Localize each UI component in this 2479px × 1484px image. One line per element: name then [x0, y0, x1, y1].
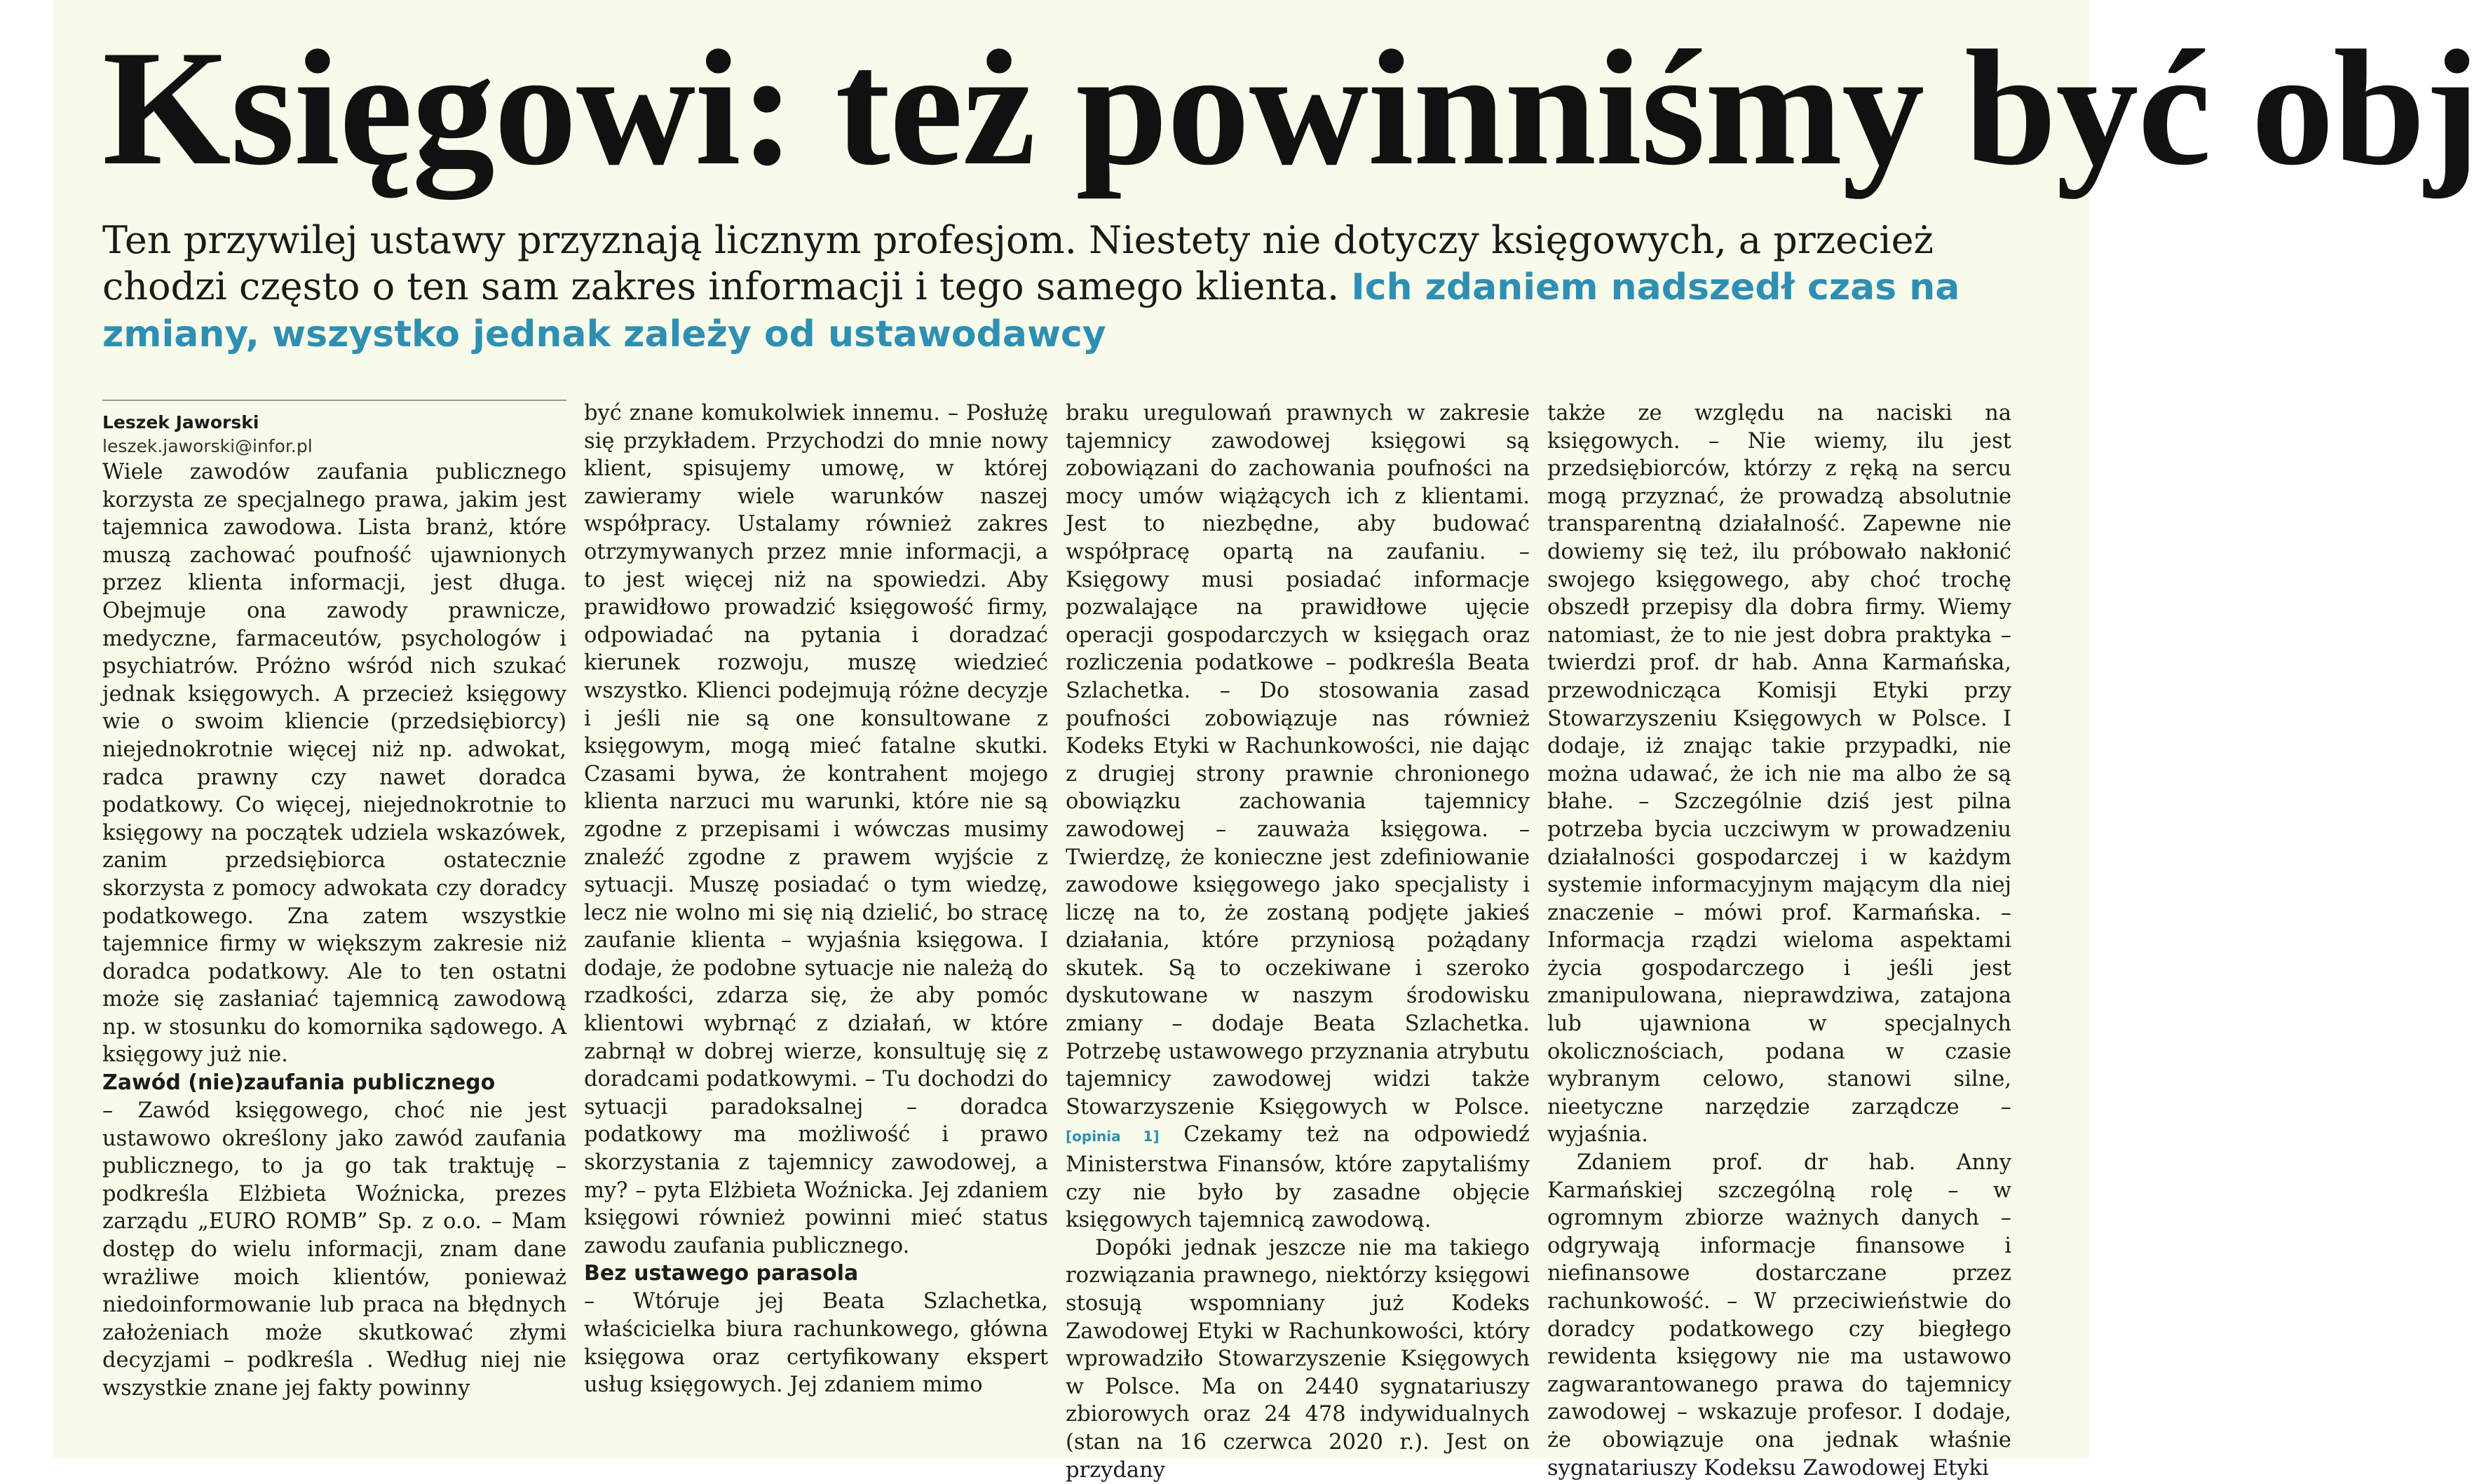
body-paragraph	[1066, 400, 1530, 1234]
section-subheading: Bez ustawego parasola	[584, 1261, 859, 1286]
column-2	[584, 400, 1048, 1458]
body-paragraph: – Wtóruje jej Beata Szlachetka, właścicielka biura rachunkowego, główna księgowa oraz certyfikowany ekspert usług księgowych. Jej zdaniem mimo	[584, 1289, 1048, 1398]
headline: Księgowi: też powinniśmy być obj	[102, 17, 2479, 200]
byline-divider	[102, 400, 566, 401]
author-name: Leszek Jaworski	[102, 412, 259, 433]
body-paragraph: Wiele zawodów zaufania publicznego korzysta ze specjalnego prawa, jakim jest tajemnica zawodowa. Lista branż, które muszą zachować poufność ujawnionych przez klienta informacji, jest długa. Obejmuje ona zawody prawnicze, medyczne, farmaceutów, psychologów i psychiatrów. Próżno wśród nich szukać jednak księgowych. A przecież księgowy wie o swoim kliencie (przedsiębiorcy) niejednokrotnie więcej niż np. adwokat, radca prawny czy nawet doradca podatkowy. Co więcej, niejednokrotnie to księgowy na początek udziela wskazówek, zanim przedsiębiorca ostatecznie skorzysta z pomocy adwokata czy doradcy podatkowego. Zna zatem wszystkie tajemnice firmy w większym zakresie niż doradca podatkowy. Ale to ten ostatni może się zasłaniać tajemnicą zawodową np. w stosunku do komornika sądowego. A księgowy już nie.	[102, 460, 566, 1068]
newspaper-page	[53, 0, 2479, 1483]
lead-highlight: Ich zdaniem nadszedł czas na zmiany, wszystko jednak zależy od ustawodawcy	[102, 266, 1960, 355]
lead-paragraph	[102, 217, 2051, 358]
opinion-reference-tag[interactable]: [opinia 1]	[1066, 1128, 1160, 1145]
column-1	[102, 400, 566, 1458]
column-4	[1547, 400, 2011, 1480]
body-paragraph: być znane komukolwiek innemu. – Posłużę się przykładem. Przychodzi do mnie nowy klient, spisujemy umowę, w której zawieramy wiele warunków naszej współpracy. Ustalamy również zakres otrzymywanych przez mnie informacji, a to jest więcej niż na spowiedzi. Aby prawidłowo prowadzić księgowość firmy, odpowiadać na pytania i doradzać kierunek rozwoju, muszę wiedzieć wszystko. Klienci podejmują różne decyzje i jeśli nie są one konsultowane z księgowym, mogą mieć fatalne skutki. Czasami bywa, że kontrahent mojego klienta narzuci mu warunki, które nie są zgodne z przepisami i wówczas musimy znaleźć zgodne z prawem wyjście z sytuacji. Muszę posiadać o tym wiedzę, lecz nie wolno mi się nią dzielić, bo stracę zaufanie klienta – wyjaśnia księgowa. I dodaje, że podobne sytuacje nie należą do rzadkości, zdarza się, że aby pomóc klientowi wybrnąć z działań, w które zabrnął w dobrej wierze, konsultuję się z doradcami podatkowymi. – Tu dochodzi do sytuacji paradoksalnej – doradca podatkowy ma możliwość i prawo skorzystania z tajemnicy zawodowej, a my? – pyta Elżbieta Woźnicka. Jej zdaniem księgowi również powinni mieć status zawodu zaufania publicznego.	[584, 401, 1048, 1258]
lead-text: Ten przywilej ustawy przyznają licznym profesjom. Niestety nie dotyczy księgowych, a przecież chodzi często o ten sam zakres informacji i tego samego klienta.	[102, 218, 1934, 308]
body-text: Czekamy też na odpowiedź Ministerstwa Finansów, które zapytaliśmy czy nie było by zasadne objęcie księgowych tajemnicą zawodową.	[1066, 1122, 1530, 1233]
body-paragraph: Dopóki jednak jeszcze nie ma takiego rozwiązania prawnego, niektórzy księgowi stosują wspomniany już Kodeks Zawodowej Etyki w Rachunkowości, który wprowadziło Stowarzyszenie Księgowych w Polsce. Ma on 2440 sygnatariuszy zbiorowych oraz 24 478 indywidualnych (stan na 16 czerwca 2020 r.). Jest on przydany	[1066, 1235, 1530, 1483]
body-paragraph: – Zawód księgowego, choć nie jest ustawowo określony jako zawód zaufania publicznego, to ja go tak traktuję – podkreśla Elżbieta Woźnicka, prezes zarządu „EURO ROMB” Sp. z o.o. – Mam dostęp do wielu informacji, znam dane wrażliwe moich klientów, ponieważ niedoinformowanie lub praca na błędnych założeniach może skutkować złymi decyzjami – podkreśla . Według niej nie wszystkie znane jej fakty powinny	[102, 1098, 566, 1401]
column-3	[1066, 400, 1530, 1483]
author-email[interactable]: leszek.jaworski@infor.pl	[102, 436, 313, 456]
body-paragraph: także ze względu na naciski na księgowych. – Nie wiemy, ilu jest przedsiębiorców, którzy z ręką na sercu mogą przyznać, że prowadzą absolutnie transparentną działalność. Zapewne nie dowiemy się też, ilu próbowało nakłonić swojego księgowego, aby choć trochę obszedł przepisy dla dobra firmy. Wiemy natomiast, że to nie jest dobra praktyka – twierdzi prof. dr hab. Anna Karmańska, przewodnicząca Komisji Etyki przy Stowarzyszeniu Księgowych w Polsce. I dodaje, iż znając takie przypadki, nie można udawać, że ich nie ma albo że są błahe. – Szczególnie dziś jest pilna potrzeba bycia uczciwym w prowadzeniu działalności gospodarczej i w każdym systemie informacyjnym mającym dla niej znaczenie – mówi prof. Karmańska. – Informacja rządzi wieloma aspektami życia gospodarczego i jeśli jest zmanipulowana, nieprawdziwa, zatajona lub ujawniona w specjalnych okolicznościach, podana w czasie wybranym celowo, stanowi silne, nieetyczne narzędzie zarządcze – wyjaśnia.	[1547, 401, 2011, 1148]
section-subheading: Zawód (nie)zaufania publicznego	[102, 1070, 496, 1096]
body-paragraph: Zdaniem prof. dr hab. Anny Karmańskiej szczególną rolę – w ogromnym zbiorze ważnych danych – odgrywają informacje finansowe i niefinansowe dostarczane przez rachunkowość. – W przeciwieństwie do doradcy podatkowego czy biegłego rewidenta księgowy nie ma ustawowo zagwarantowanego prawa do tajemnicy zawodowej – wskazuje profesor. I dodaje, że obowiązuje ona jednak właśnie sygnatariuszy Kodeksu Zawodowej Etyki	[1547, 1150, 2011, 1480]
body-text: braku uregulowań prawnych w zakresie tajemnicy zawodowej księgowi są zobowiązani do zachowania poufności na mocy umów wiążących ich z klientami. Jest to niezbędne, aby budować współpracę opartą na zaufaniu. – Księgowy musi posiadać informacje pozwalające na prawidłowe ujęcie operacji gospodarczych w księgach oraz rozliczenia podatkowe – podkreśla Beata Szlachetka. – Do stosowania zasad poufności zobowiązuje nas również Kodeks Etyki w Rachunkowości, nie dając z drugiej strony prawnie chronionego obowiązku zachowania tajemnicy zawodowej – zauważa księgowa. – Twierdzę, że konieczne jest zdefiniowanie zawodowe księgowego jako specjalisty i liczę na to, że zostaną podjęte jakieś działania, które przyniosą pożądany skutek. Są to oczekiwane i szeroko dyskutowane w naszym środowisku zmiany – dodaje Beata Szlachetka. Potrzebę ustawowego przyznania atrybutu tajemnicy zawodowej widzi także Stowarzyszenie Księgowych w Polsce.	[1066, 401, 1530, 1119]
